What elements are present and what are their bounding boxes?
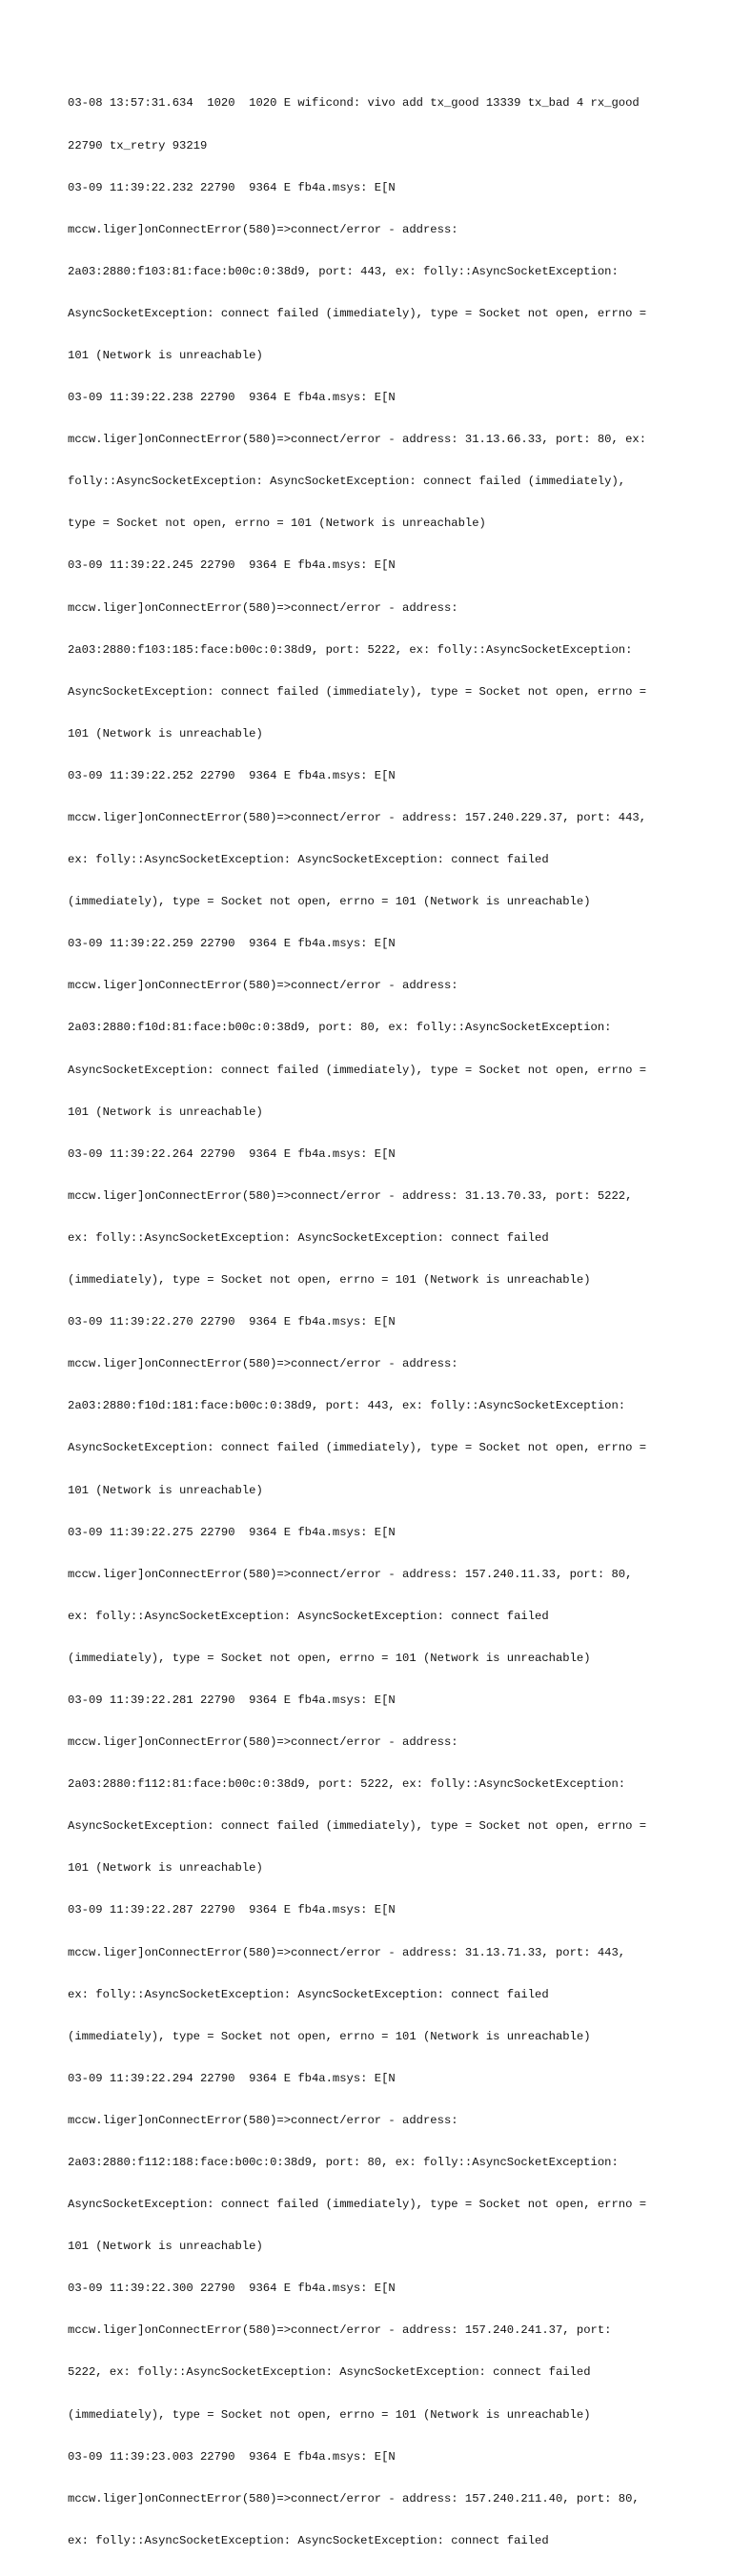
- log-line: ex: folly::AsyncSocketException: AsyncSocketException: connect failed: [68, 853, 549, 867]
- log-line: mccw.liger]onConnectError(580)=>connect/error - address:: [68, 1735, 458, 1750]
- log-line: 101 (Network is unreachable): [68, 1483, 263, 1497]
- log-line: 03-09 11:39:22.238 22790 9364 E fb4a.msys: E[N: [68, 391, 396, 405]
- log-line: 03-09 11:39:22.252 22790 9364 E fb4a.msys: E[N: [68, 768, 396, 782]
- log-line: 22790 tx_retry 93219: [68, 138, 208, 152]
- log-line: 101 (Network is unreachable): [68, 2240, 263, 2254]
- log-line: (immediately), type = Socket not open, errno = 101 (Network is unreachable): [68, 2407, 591, 2422]
- log-line: ex: folly::AsyncSocketException: AsyncSocketException: connect failed: [68, 2533, 549, 2547]
- log-line: mccw.liger]onConnectError(580)=>connect/error - address: 31.13.66.33, port: 80, ex:: [68, 433, 647, 447]
- log-line: AsyncSocketException: connect failed (immediately), type = Socket not open, errno =: [68, 2198, 647, 2212]
- log-line: 101 (Network is unreachable): [68, 348, 263, 362]
- log-line: 03-09 11:39:22.281 22790 9364 E fb4a.msys: E[N: [68, 1693, 396, 1707]
- log-line: (immediately), type = Socket not open, errno = 101 (Network is unreachable): [68, 2029, 591, 2043]
- log-line: type = Socket not open, errno = 101 (Network is unreachable): [68, 517, 486, 531]
- log-line: 2a03:2880:f10d:181:face:b00c:0:38d9, port: 443, ex: folly::AsyncSocketException:: [68, 1399, 626, 1413]
- log-line: AsyncSocketException: connect failed (immediately), type = Socket not open, errno =: [68, 684, 647, 699]
- log-line: 5222, ex: folly::AsyncSocketException: AsyncSocketException: connect failed: [68, 2365, 591, 2380]
- log-line: 03-09 11:39:22.259 22790 9364 E fb4a.msys: E[N: [68, 937, 396, 951]
- log-line: 03-09 11:39:22.300 22790 9364 E fb4a.msys: E[N: [68, 2282, 396, 2296]
- log-line: 101 (Network is unreachable): [68, 1105, 263, 1119]
- log-line: mccw.liger]onConnectError(580)=>connect/error - address: 157.240.211.40, port: 80,: [68, 2491, 640, 2505]
- log-line: 03-08 13:57:31.634 1020 1020 E wificond: vivo add tx_good 13339 tx_bad 4 rx_good: [68, 96, 640, 111]
- log-line: mccw.liger]onConnectError(580)=>connect/error - address:: [68, 600, 458, 615]
- log-line: AsyncSocketException: connect failed (immediately), type = Socket not open, errno =: [68, 1063, 647, 1077]
- log-line: ex: folly::AsyncSocketException: AsyncSocketException: connect failed: [68, 1987, 549, 2001]
- log-line: 03-09 11:39:22.264 22790 9364 E fb4a.msys: E[N: [68, 1146, 396, 1161]
- log-line: mccw.liger]onConnectError(580)=>connect/error - address: 157.240.229.37, port: 443,: [68, 811, 647, 824]
- log-line: 03-09 11:39:23.003 22790 9364 E fb4a.msys: E[N: [68, 2449, 396, 2464]
- log-line: 2a03:2880:f112:81:face:b00c:0:38d9, port: 5222, ex: folly::AsyncSocketException:: [68, 1777, 626, 1792]
- log-line: mccw.liger]onConnectError(580)=>connect/error - address:: [68, 222, 458, 236]
- log-line: mccw.liger]onConnectError(580)=>connect/error - address:: [68, 2113, 458, 2127]
- log-line: mccw.liger]onConnectError(580)=>connect/error - address:: [68, 1357, 458, 1371]
- log-line: mccw.liger]onConnectError(580)=>connect/error - address: 157.240.11.33, port: 80,: [68, 1567, 633, 1581]
- log-line: 03-09 11:39:22.232 22790 9364 E fb4a.msys: E[N: [68, 180, 396, 194]
- log-line: 101 (Network is unreachable): [68, 1861, 263, 1876]
- log-line: folly::AsyncSocketException: AsyncSocketException: connect failed (immediately),: [68, 475, 626, 489]
- log-line: 03-09 11:39:22.294 22790 9364 E fb4a.msys: E[N: [68, 2071, 396, 2085]
- log-line: AsyncSocketException: connect failed (immediately), type = Socket not open, errno =: [68, 1819, 647, 1834]
- log-line: 2a03:2880:f103:185:face:b00c:0:38d9, port: 5222, ex: folly::AsyncSocketException:: [68, 642, 633, 657]
- log-line: 03-09 11:39:22.245 22790 9364 E fb4a.msys: E[N: [68, 558, 396, 573]
- log-line: mccw.liger]onConnectError(580)=>connect/error - address:: [68, 979, 458, 993]
- log-line: mccw.liger]onConnectError(580)=>connect/error - address: 31.13.71.33, port: 443,: [68, 1945, 626, 1959]
- log-line: mccw.liger]onConnectError(580)=>connect/error - address: 31.13.70.33, port: 5222,: [68, 1188, 633, 1203]
- log-line: AsyncSocketException: connect failed (immediately), type = Socket not open, errno =: [68, 1441, 647, 1455]
- log-line: AsyncSocketException: connect failed (immediately), type = Socket not open, errno =: [68, 306, 647, 320]
- log-line: (immediately), type = Socket not open, errno = 101 (Network is unreachable): [68, 1651, 591, 1665]
- log-line: 2a03:2880:f10d:81:face:b00c:0:38d9, port: 80, ex: folly::AsyncSocketException:: [68, 1021, 612, 1035]
- log-line: 03-09 11:39:22.275 22790 9364 E fb4a.msys: E[N: [68, 1525, 396, 1539]
- log-line: 03-09 11:39:22.270 22790 9364 E fb4a.msys: E[N: [68, 1315, 396, 1329]
- log-line: (immediately), type = Socket not open, errno = 101 (Network is unreachable): [68, 1273, 591, 1288]
- log-text-block: [68, 69, 678, 2576]
- log-line: mccw.liger]onConnectError(580)=>connect/error - address: 157.240.241.37, port:: [68, 2323, 612, 2338]
- log-line: (immediately), type = Socket not open, errno = 101 (Network is unreachable): [68, 895, 591, 909]
- log-line: 03-09 11:39:22.287 22790 9364 E fb4a.msys: E[N: [68, 1903, 396, 1917]
- log-line: ex: folly::AsyncSocketException: AsyncSocketException: connect failed: [68, 1609, 549, 1623]
- log-line: ex: folly::AsyncSocketException: AsyncSocketException: connect failed: [68, 1230, 549, 1245]
- log-line: 2a03:2880:f112:188:face:b00c:0:38d9, port: 80, ex: folly::AsyncSocketException:: [68, 2156, 619, 2169]
- log-line: 2a03:2880:f103:81:face:b00c:0:38d9, port: 443, ex: folly::AsyncSocketException:: [68, 264, 619, 278]
- log-line: 101 (Network is unreachable): [68, 726, 263, 740]
